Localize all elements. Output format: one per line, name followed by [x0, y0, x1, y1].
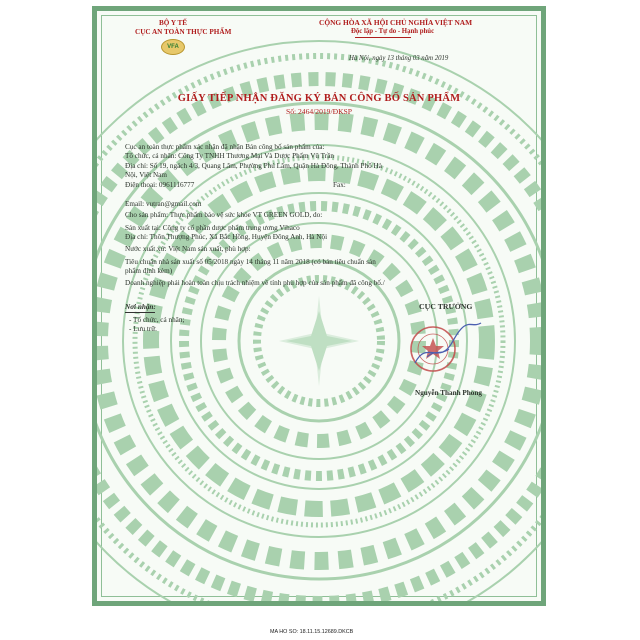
motto-underline	[355, 37, 411, 38]
body-line: Cục an toàn thực phẩm xác nhận đã nhận Bản công bố sản phẩm của:	[125, 143, 325, 151]
dossier-code: MA HO SO: 18.11.15.12689.DKCB	[270, 629, 354, 635]
recipient-item: - Lưu trữ.	[129, 325, 157, 333]
nation-name: CỘNG HÒA XÃ HỘI CHỦ NGHĨA VIỆT NAM	[319, 18, 473, 27]
body-line: Địa chỉ: Thôn Thượng Phúc, Xã Bắc Hồng, Huyện Đông Anh, Hà Nội	[125, 233, 328, 241]
signer-name: Nguyễn Thanh Phong	[415, 389, 482, 397]
signer-role: CỤC TRƯỞNG	[419, 302, 473, 311]
official-seal	[397, 319, 485, 379]
body-line: Tổ chức, cá nhân: Công Ty TNHH Thương Mại Và Dược Phẩm Vũ Trần	[125, 152, 334, 160]
certificate	[92, 6, 546, 606]
recipients-heading: Nơi nhận:	[125, 303, 156, 311]
fax-label: Fax:	[333, 181, 346, 189]
body-line: Điện thoại: 0961116777	[125, 181, 195, 189]
agency-logo: VFA	[161, 39, 185, 55]
body-line: Tiêu chuẩn nhà sản xuất số 05/2018 ngày 14 tháng 11 năm 2018 (có bản tiêu chuẩn sản	[125, 258, 376, 266]
document-number: Số: 2464/2019/ĐKSP	[285, 107, 353, 116]
ministry-name: BỘ Y TẾ	[159, 19, 188, 27]
issue-date: Hà Nội, ngày 13 tháng 03 năm 2019	[349, 55, 449, 62]
nation-motto: Độc lập - Tự do - Hạnh phúc	[351, 28, 435, 35]
body-line: Cho sản phẩm: Thực phẩm bảo vệ sức khỏe VT GREEN GOLD, do:	[125, 211, 323, 219]
body-line: phẩm đính kèm)	[125, 267, 173, 275]
recipient-item: - Tổ chức, cá nhân;	[129, 316, 185, 324]
body-line: Nội, Việt Nam	[125, 171, 167, 179]
body-line: Doanh nghiệp phải hoàn toàn chịu trách nhiệm về tính phù hợp của sản phẩm đã công bố./	[125, 279, 385, 287]
document-title: GIẤY TIẾP NHẬN ĐĂNG KÝ BẢN CÔNG BỐ SẢN PHẨM	[177, 93, 461, 104]
body-line: Địa chỉ: Số 19, ngách 4/3, Quang Lãm, Phường Phú Lãm, Quận Hà Đông, Thành Phố Hà	[125, 162, 382, 170]
recipients-underline	[125, 312, 155, 313]
body-line: Email: vutran@gmail.com	[125, 200, 202, 208]
body-line: Sản xuất tại: Công ty cổ phần dược phẩm trung ương Vihaco	[125, 224, 300, 232]
agency-name: CỤC AN TOÀN THỰC PHẨM	[135, 28, 232, 36]
body-line: Nước xuất xứ: Việt Nam sản xuất, phù hợp:	[125, 245, 251, 253]
